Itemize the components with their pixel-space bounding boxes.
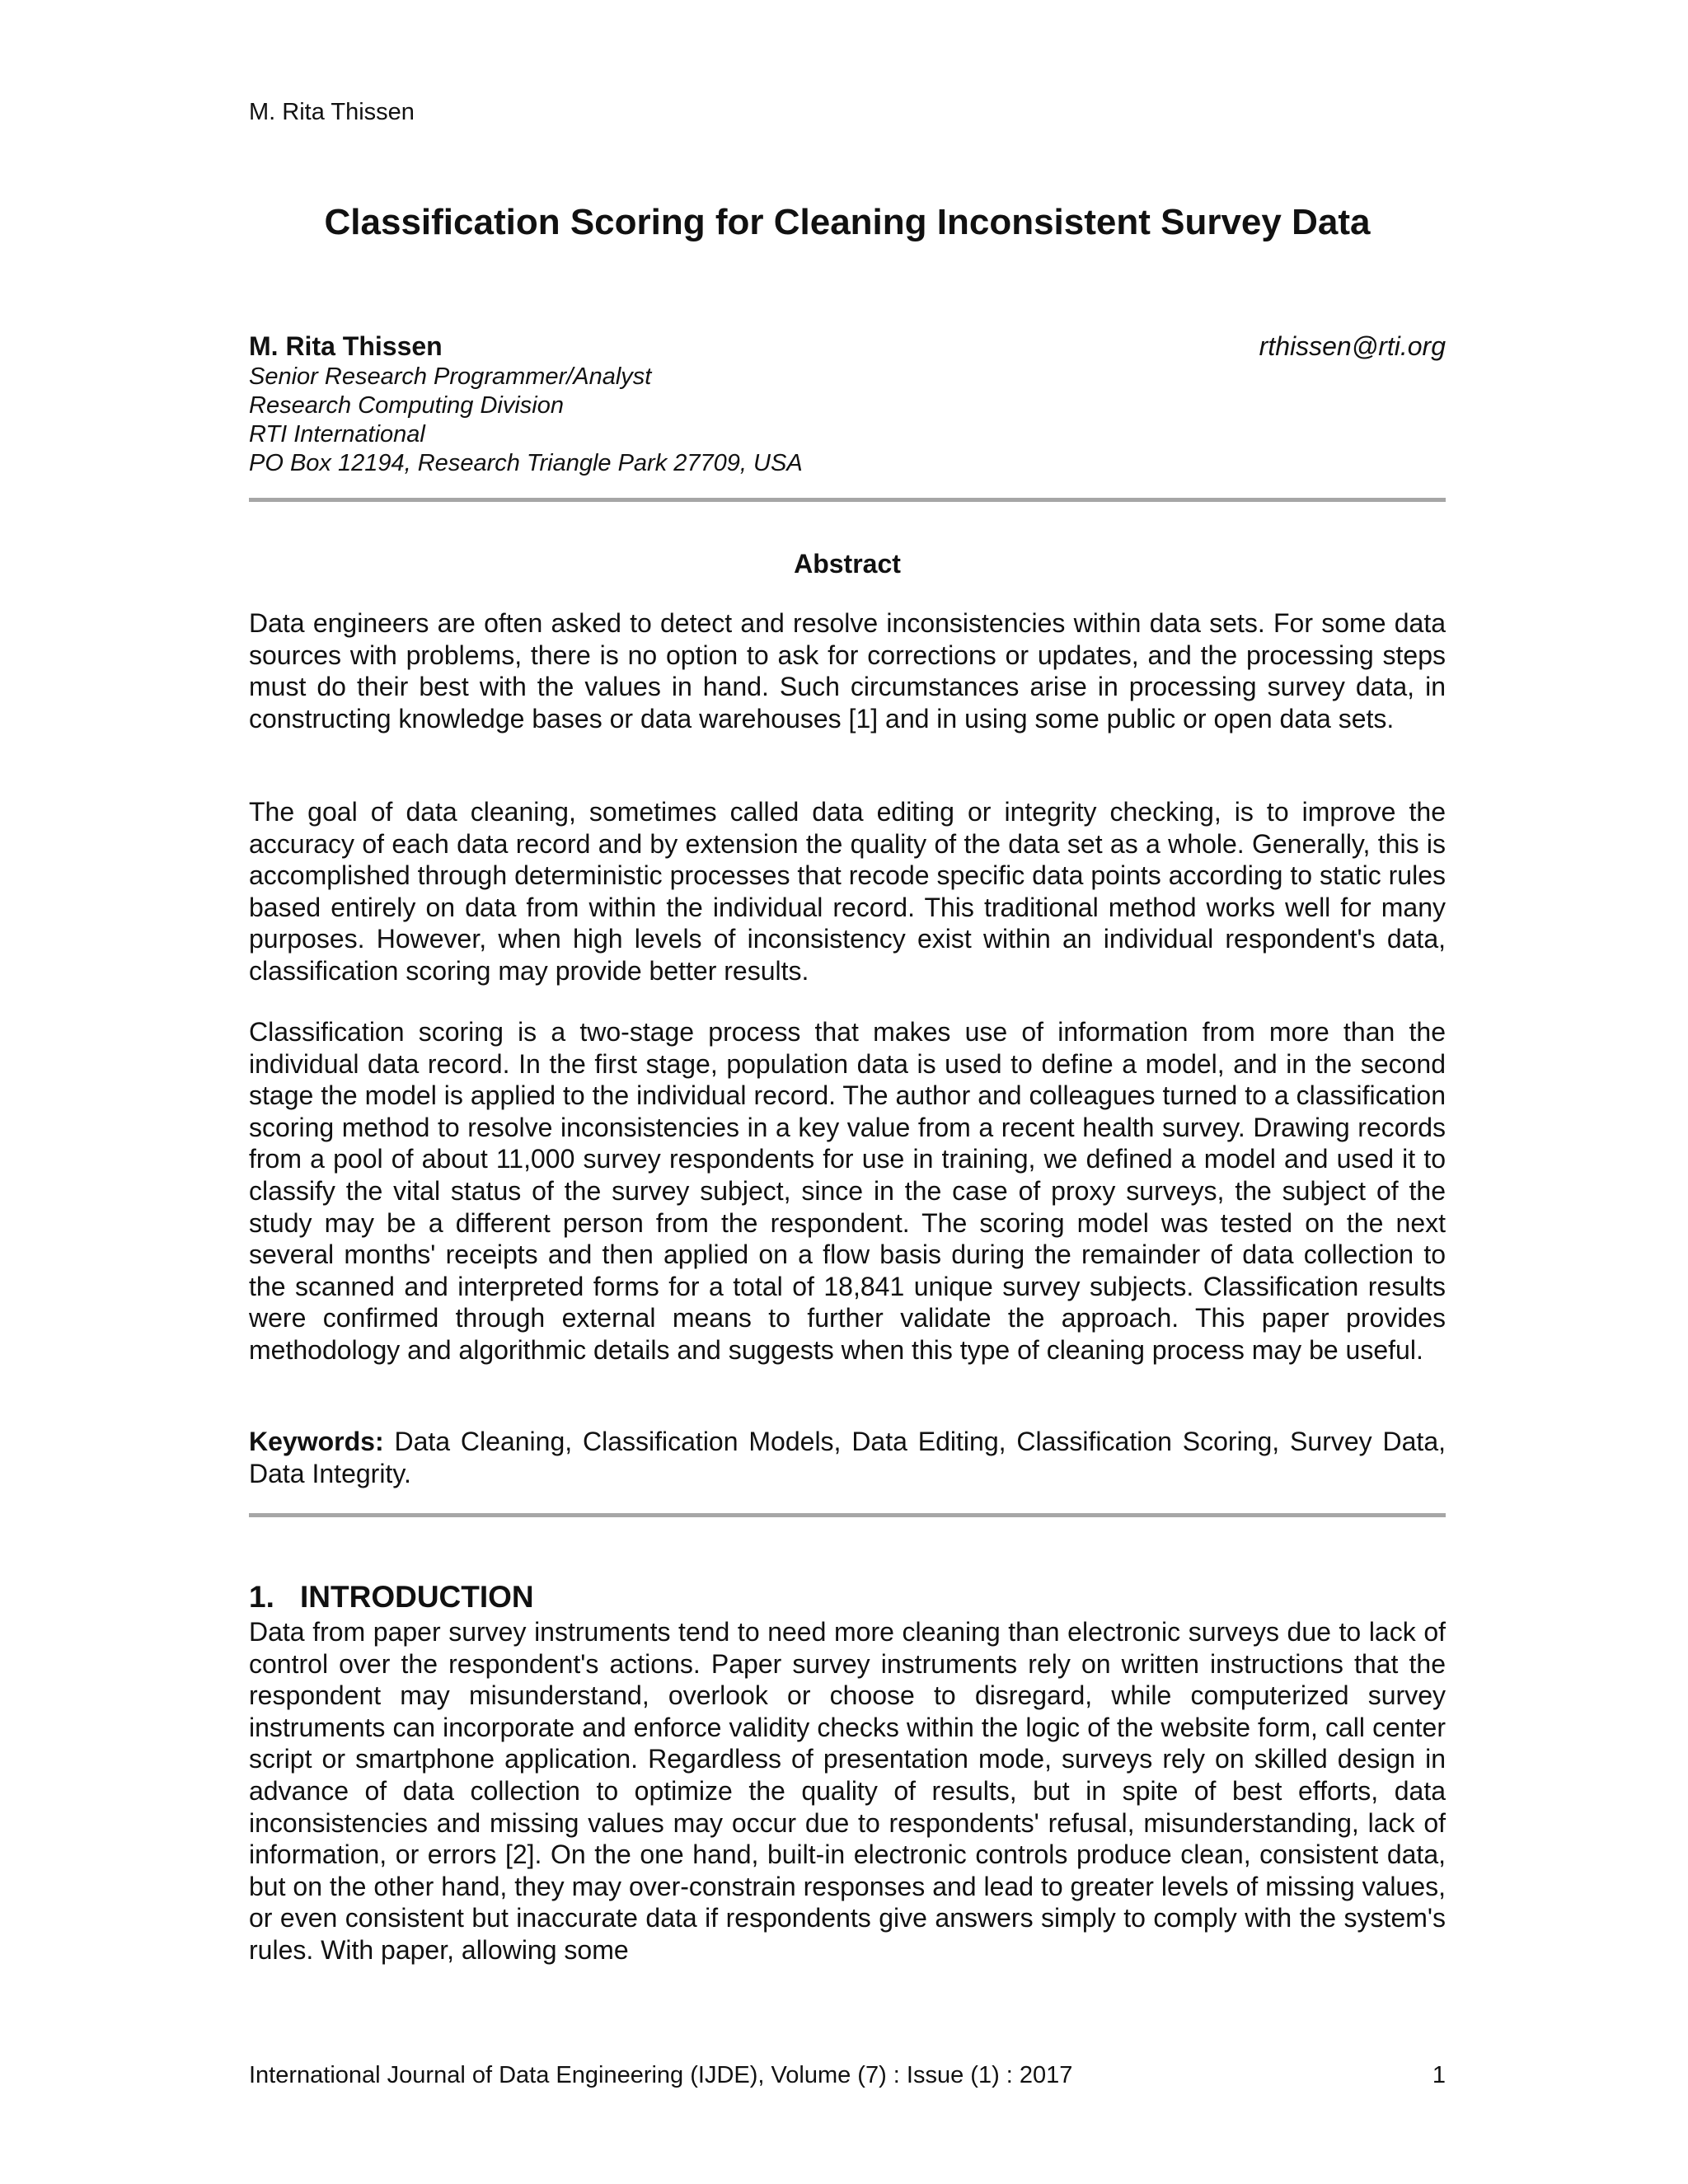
author-name: M. Rita Thissen — [249, 331, 443, 361]
footer-journal: International Journal of Data Engineering (IJDE), Volume (7) : Issue (1) : 2017 — [249, 2062, 1073, 2088]
author-address: PO Box 12194, Research Triangle Park 27709, USA — [249, 450, 803, 476]
abstract-paragraph-1: Data engineers are often asked to detect and resolve inconsistencies within data sets. For some data sources with problems, there is no option to ask for corrections or updates, and the processing steps must do their best with the values in hand. Such circumstances arise in processing survey data, in constructing knowledge bases or data warehouses [1] and in using some public or open data sets. — [249, 608, 1446, 733]
author-position: Senior Research Programmer/Analyst — [249, 363, 652, 390]
paper-title: Classification Scoring for Cleaning Inconsistent Survey Data — [324, 202, 1371, 242]
author-division: Research Computing Division — [249, 392, 564, 419]
keywords — [249, 1426, 1446, 1489]
running-head: M. Rita Thissen — [249, 99, 415, 125]
introduction-paragraph: Data from paper survey instruments tend to need more cleaning than electronic surveys due to lack of control over the respondent's actions. Paper survey instruments rely on written instructions that the respondent may misunderstand, overlook or choose to disregard, while computerized survey instruments can incorporate and enforce validity checks within the logic of the website form, call center script or smartphone application. Regardless of presentation mode, surveys rely on skilled design in advance of data collection to optimize the quality of results, but in spite of best efforts, data inconsistencies and missing values may occur due to respondents' refusal, misunderstanding, lack of information, or errors [2]. On the one hand, built-in electronic controls produce clean, consistent data, but on the other hand, they may over-constrain responses and lead to greater levels of missing values, or even consistent but inaccurate data if respondents give answers simply to comply with the system's rules. With paper, allowing some — [249, 1617, 1446, 1965]
section-heading-introduction — [249, 1579, 534, 1615]
bottom-divider — [249, 1513, 1446, 1517]
keywords-text: Data Cleaning, Classification Models, Data Editing, Classification Scoring, Survey Data, Data Integrity. — [249, 1427, 1447, 1488]
author-block — [249, 330, 1446, 478]
top-divider — [249, 498, 1446, 502]
keywords-label: Keywords: — [249, 1427, 384, 1456]
author-organization: RTI International — [249, 421, 425, 448]
page-number: 1 — [1432, 2062, 1446, 2088]
section-title: INTRODUCTION — [300, 1580, 534, 1614]
abstract-paragraph-3: Classification scoring is a two-stage process that makes use of information from more than the individual data record. In the first stage, population data is used to define a model, and in the second stage the model is applied to the individual record. The author and colleagues turned to a classification scoring method to resolve inconsistencies in a key value from a recent health survey. Drawing records from a pool of about 11,000 survey respondents for use in training, we defined a model and used it to classify the vital status of the survey subject, since in the case of proxy surveys, the subject of the study may be a different person from the respondent. The scoring model was tested on the next several months' receipts and then applied on a flow basis during the remainder of data collection to the scanned and interpreted forms for a total of 18,841 unique survey subjects. Classification results were confirmed through external means to further validate the approach. This paper provides methodology and algorithmic details and suggests when this type of cleaning process may be useful. — [249, 1017, 1446, 1365]
abstract-paragraph-2: The goal of data cleaning, sometimes called data editing or integrity checking, is to improve the accuracy of each data record and by extension the quality of the data set as a whole. Generally, this is accomplished through deterministic processes that recode specific data points according to static rules based entirely on data from within the individual record. This traditional method works well for many purposes. However, when high levels of inconsistency exist within an individual respondent's data, classification scoring may provide better results. — [249, 797, 1446, 986]
section-number: 1. — [249, 1580, 274, 1614]
abstract-heading: Abstract — [794, 549, 901, 579]
author-email: rthissen@rti.org — [1259, 331, 1446, 361]
